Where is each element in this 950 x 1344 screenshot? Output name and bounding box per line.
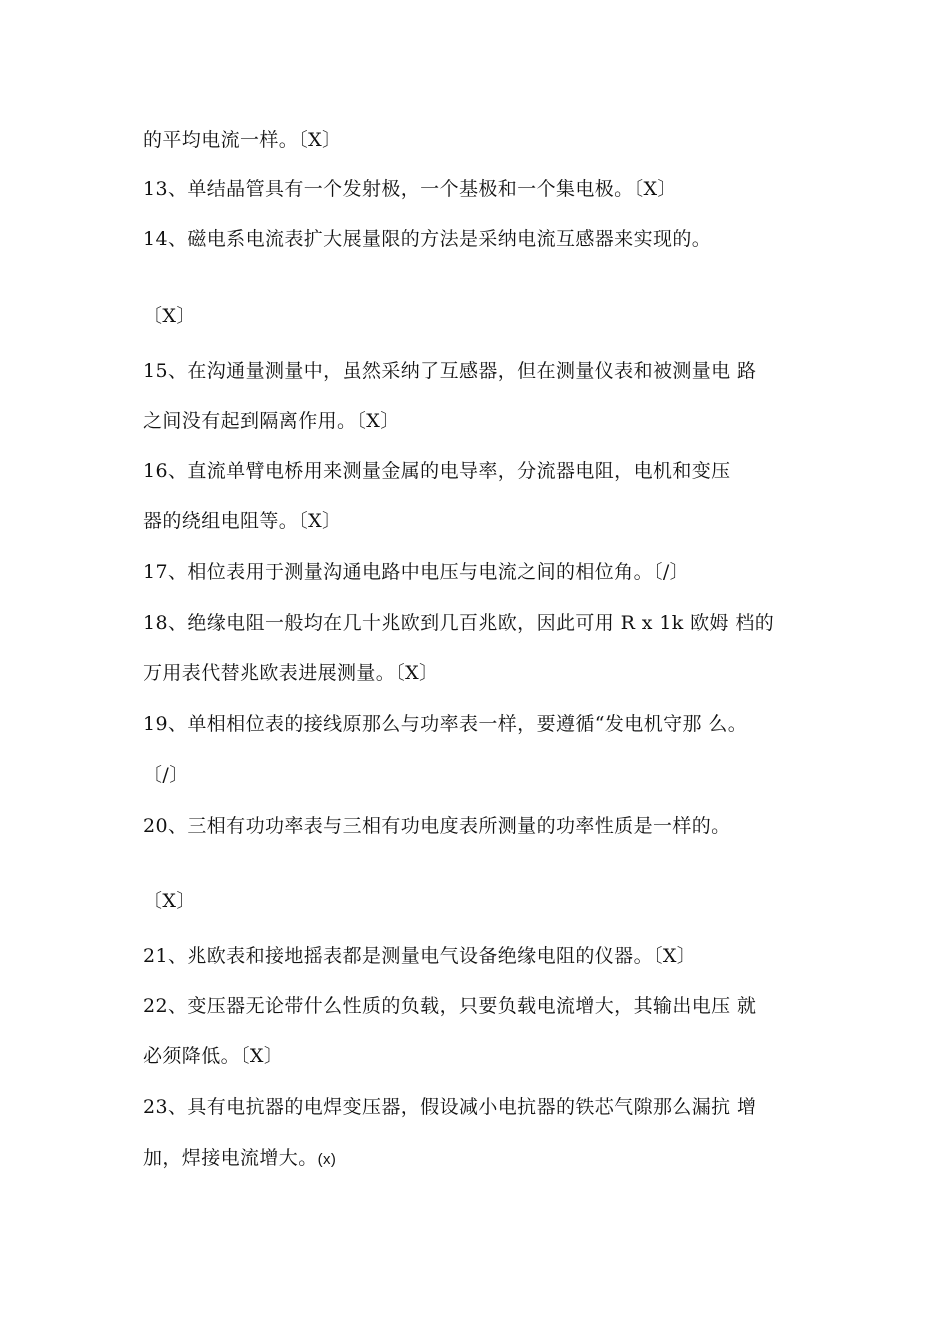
text-line: 22、变压器无论带什么性质的负载，只要负载电流增大，其输出电压 就	[143, 995, 757, 1017]
text-line: 万用表代替兆欧表进展测量。〔X〕	[143, 662, 439, 684]
text-line: 〔/〕	[143, 764, 189, 786]
text-line: 20、三相有功功率表与三相有功电度表所测量的功率性质是一样的。	[143, 815, 731, 837]
text-line: 19、单相相位表的接线原那么与功率表一样，要遵循“发电机守那 么。	[143, 713, 748, 735]
text-line: 〔X〕	[143, 305, 196, 327]
text-line: 17、相位表用于测量沟通电路中电压与电流之间的相位角。〔/〕	[143, 561, 690, 583]
text-line: 18、绝缘电阻一般均在几十兆欧到几百兆欧，因此可用 R x 1k 欧姆 档的	[143, 612, 775, 634]
answer-mark: (x)	[317, 1151, 337, 1168]
text-line: 16、直流单臂电桥用来测量金属的电导率，分流器电阻，电机和变压	[143, 460, 731, 482]
text-line: 15、在沟通量测量中，虽然采纳了互感器，但在测量仪表和被测量电 路	[143, 360, 757, 382]
text-line: 器的绕组电阻等。〔X〕	[143, 510, 342, 532]
text-line: 之间没有起到隔离作用。〔X〕	[143, 410, 400, 432]
text-line: 〔X〕	[143, 890, 196, 912]
text-line-content: 加，焊接电流增大。	[143, 1147, 318, 1169]
text-line: 21、兆欧表和接地摇表都是测量电气设备绝缘电阻的仪器。〔X〕	[143, 945, 697, 967]
text-line: 必须降低。〔X〕	[143, 1045, 284, 1067]
text-line: 14、磁电系电流表扩大展量限的方法是采纳电流互感器来实现的。	[143, 228, 712, 250]
text-line: 的平均电流一样。〔X〕	[143, 129, 342, 151]
text-line: 13、单结晶管具有一个发射极，一个基极和一个集电极。〔X〕	[143, 178, 677, 200]
text-line-last	[143, 1142, 833, 1174]
text-line: 23、具有电抗器的电焊变压器，假设减小电抗器的铁芯气隙那么漏抗 增	[143, 1096, 757, 1118]
